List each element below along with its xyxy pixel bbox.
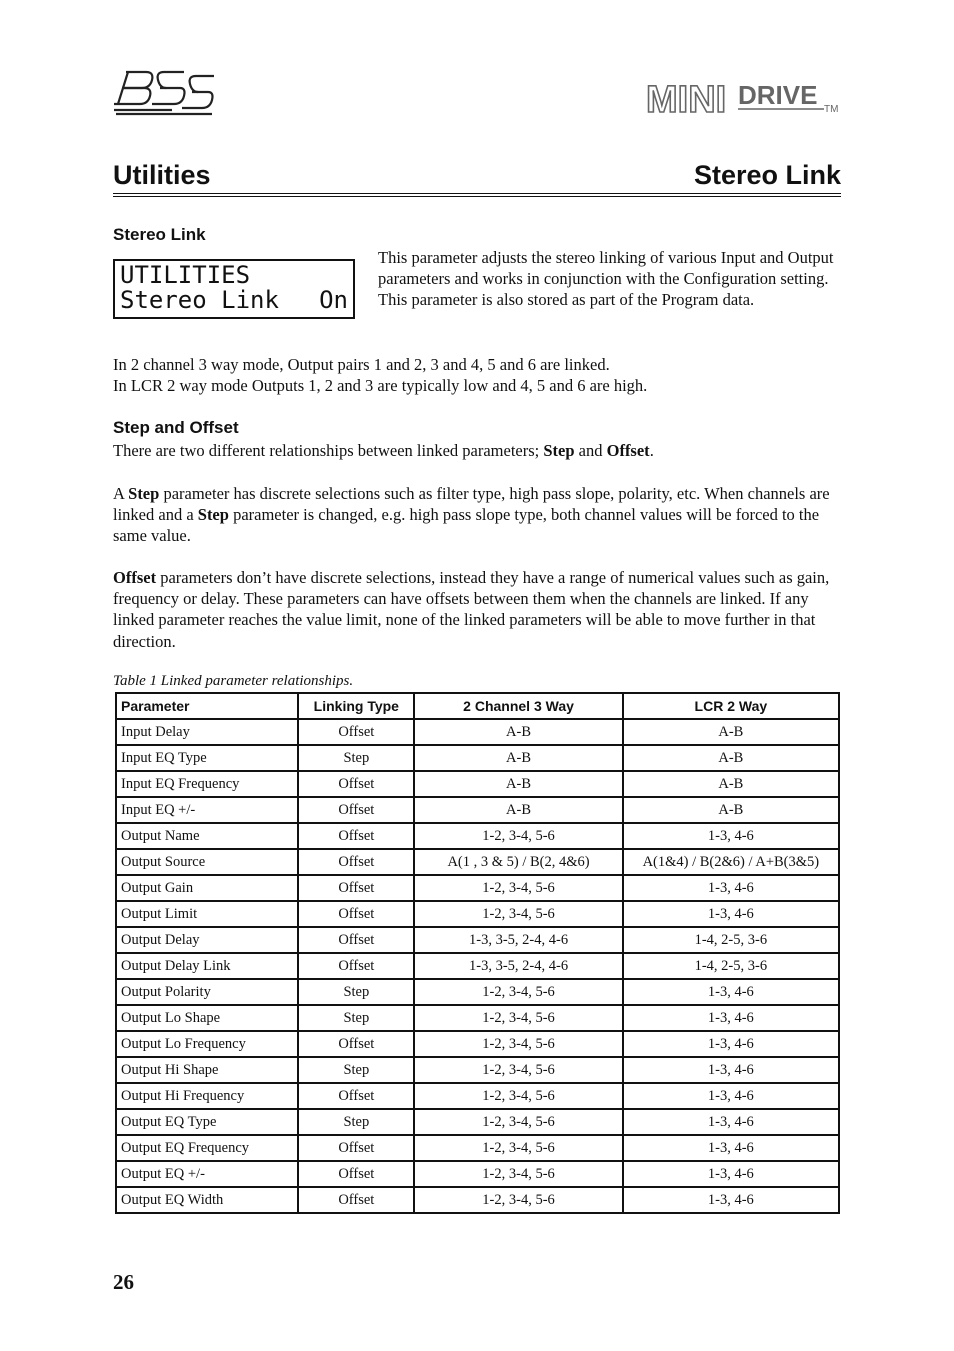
cell-parameter: Output Hi Frequency bbox=[116, 1083, 298, 1109]
step-para-a: A bbox=[113, 484, 129, 503]
cell-lcr-2way: 1-3, 4-6 bbox=[623, 1187, 839, 1213]
cell-2ch-3way: 1-2, 3-4, 5-6 bbox=[414, 979, 622, 1005]
cell-2ch-3way: 1-2, 3-4, 5-6 bbox=[414, 1135, 622, 1161]
cell-2ch-3way: A-B bbox=[414, 771, 622, 797]
stereo-link-description: This parameter adjusts the stereo linking of various Input and Output parameters and works in conjunction with the Configuration setting. This parameter is also stored as part of the Program data. bbox=[378, 248, 834, 310]
cell-linking-type: Offset bbox=[298, 927, 414, 953]
table-row bbox=[116, 745, 839, 771]
mode-line-2ch: In 2 channel 3 way mode, Output pairs 1 and 2, 3 and 4, 5 and 6 are linked. bbox=[113, 355, 610, 374]
cell-parameter: Output Name bbox=[116, 823, 298, 849]
cell-parameter: Output EQ +/- bbox=[116, 1161, 298, 1187]
table-row bbox=[116, 875, 839, 901]
table-row bbox=[116, 1083, 839, 1109]
step-para-word-2: Step bbox=[197, 505, 229, 525]
lcd-parameter-label: Stereo Link bbox=[120, 286, 279, 314]
cell-parameter: Output Limit bbox=[116, 901, 298, 927]
table-row bbox=[116, 979, 839, 1005]
cell-parameter: Output Gain bbox=[116, 875, 298, 901]
section-title: Utilities bbox=[113, 160, 211, 190]
cell-linking-type: Step bbox=[298, 1109, 414, 1135]
table-row bbox=[116, 849, 839, 875]
intro-period: . bbox=[649, 441, 654, 460]
table-caption: Table 1 Linked parameter relationships. bbox=[113, 673, 354, 689]
cell-2ch-3way: 1-3, 3-5, 2-4, 4-6 bbox=[414, 927, 622, 953]
cell-2ch-3way: 1-2, 3-4, 5-6 bbox=[414, 1005, 622, 1031]
cell-linking-type: Step bbox=[298, 1005, 414, 1031]
header-linking-type: Linking Type bbox=[298, 693, 414, 719]
table-row bbox=[116, 1187, 839, 1213]
cell-parameter: Input EQ Frequency bbox=[116, 771, 298, 797]
cell-2ch-3way: 1-2, 3-4, 5-6 bbox=[414, 1161, 622, 1187]
cell-lcr-2way: A-B bbox=[623, 745, 839, 771]
cell-2ch-3way: 1-2, 3-4, 5-6 bbox=[414, 901, 622, 927]
cell-lcr-2way: 1-3, 4-6 bbox=[623, 1083, 839, 1109]
cell-linking-type: Offset bbox=[298, 953, 414, 979]
table-row bbox=[116, 1109, 839, 1135]
header-parameter: Parameter bbox=[116, 693, 298, 719]
offset-para-text: parameters don’t have discrete selections, instead they have a range of numerical values such as gain, frequency or delay. These parameters can have offsets between them when the channels are linked. If any linked parameter reaches the value limit, none of the linked parameters will be able to move further in that direction. bbox=[113, 568, 830, 651]
cell-linking-type: Step bbox=[298, 745, 414, 771]
bss-logo bbox=[112, 68, 216, 116]
mode-line-lcr: In LCR 2 way mode Outputs 1, 2 and 3 are typically low and 4, 5 and 6 are high. bbox=[113, 376, 648, 396]
cell-linking-type: Offset bbox=[298, 1031, 414, 1057]
table-row bbox=[116, 927, 839, 953]
intro-and: and bbox=[574, 441, 607, 460]
stereo-link-heading: Stereo Link bbox=[113, 225, 206, 244]
table-row bbox=[116, 953, 839, 979]
header-2ch-3way: 2 Channel 3 Way bbox=[414, 693, 622, 719]
cell-parameter: Output Polarity bbox=[116, 979, 298, 1005]
cell-linking-type: Offset bbox=[298, 1161, 414, 1187]
intro-offset-word: Offset bbox=[606, 441, 650, 460]
cell-parameter: Output Lo Frequency bbox=[116, 1031, 298, 1057]
cell-lcr-2way: A-B bbox=[623, 719, 839, 745]
cell-lcr-2way: 1-3, 4-6 bbox=[623, 1109, 839, 1135]
step-paragraph bbox=[113, 483, 843, 547]
logo-tm-text: TM bbox=[824, 104, 839, 115]
table-row bbox=[116, 1161, 839, 1187]
header-lcr-2way: LCR 2 Way bbox=[623, 693, 839, 719]
cell-lcr-2way: 1-3, 4-6 bbox=[623, 1135, 839, 1161]
cell-2ch-3way: 1-2, 3-4, 5-6 bbox=[414, 1031, 622, 1057]
cell-linking-type: Offset bbox=[298, 1083, 414, 1109]
cell-lcr-2way: 1-3, 4-6 bbox=[623, 1057, 839, 1083]
lcd-line-1 bbox=[120, 263, 348, 288]
lcd-line-2 bbox=[120, 288, 348, 313]
cell-parameter: Output Source bbox=[116, 849, 298, 875]
cell-2ch-3way: A(1 , 3 & 5) / B(2, 4&6) bbox=[414, 849, 622, 875]
cell-lcr-2way: A-B bbox=[623, 771, 839, 797]
table-row bbox=[116, 1135, 839, 1161]
cell-lcr-2way: 1-3, 4-6 bbox=[623, 1161, 839, 1187]
offset-para-word: Offset bbox=[113, 568, 157, 587]
table-row bbox=[116, 719, 839, 745]
table-row bbox=[116, 1031, 839, 1057]
logo-mini-text: MINI bbox=[646, 79, 727, 118]
table-body bbox=[116, 719, 839, 1213]
cell-2ch-3way: 1-3, 3-5, 2-4, 4-6 bbox=[414, 953, 622, 979]
intro-text: There are two different relationships between linked parameters; bbox=[113, 441, 544, 460]
table-row bbox=[116, 1057, 839, 1083]
cell-lcr-2way: 1-3, 4-6 bbox=[623, 1005, 839, 1031]
cell-linking-type: Offset bbox=[298, 823, 414, 849]
cell-parameter: Output EQ Type bbox=[116, 1109, 298, 1135]
table-row bbox=[116, 901, 839, 927]
cell-linking-type: Offset bbox=[298, 901, 414, 927]
cell-lcr-2way: 1-3, 4-6 bbox=[623, 875, 839, 901]
cell-2ch-3way: A-B bbox=[414, 745, 622, 771]
cell-linking-type: Offset bbox=[298, 849, 414, 875]
cell-lcr-2way: 1-4, 2-5, 3-6 bbox=[623, 953, 839, 979]
cell-lcr-2way: A-B bbox=[623, 797, 839, 823]
cell-parameter: Output Delay bbox=[116, 927, 298, 953]
cell-linking-type: Step bbox=[298, 979, 414, 1005]
cell-2ch-3way: 1-2, 3-4, 5-6 bbox=[414, 1083, 622, 1109]
step-para-b: parameter has discrete selections such as filter type, high pass slope, polarity, etc. When channels are linked and a bbox=[113, 484, 830, 525]
step-offset-heading: Step and Offset bbox=[113, 418, 239, 437]
cell-parameter: Output Lo Shape bbox=[116, 1005, 298, 1031]
lcd-parameter-value: On bbox=[319, 286, 348, 314]
cell-parameter: Output EQ Frequency bbox=[116, 1135, 298, 1161]
cell-linking-type: Offset bbox=[298, 719, 414, 745]
cell-2ch-3way: 1-2, 3-4, 5-6 bbox=[414, 1057, 622, 1083]
step-offset-intro bbox=[113, 440, 843, 461]
cell-lcr-2way: 1-3, 4-6 bbox=[623, 901, 839, 927]
cell-2ch-3way: 1-2, 3-4, 5-6 bbox=[414, 823, 622, 849]
offset-paragraph bbox=[113, 567, 843, 652]
table-row bbox=[116, 771, 839, 797]
linked-parameters-table bbox=[115, 692, 840, 1214]
page-title: Stereo Link bbox=[693, 160, 841, 190]
minidrive-logo bbox=[644, 78, 844, 118]
table-row bbox=[116, 1005, 839, 1031]
cell-2ch-3way: 1-2, 3-4, 5-6 bbox=[414, 875, 622, 901]
step-para-word-1: Step bbox=[128, 484, 160, 503]
cell-lcr-2way: 1-3, 4-6 bbox=[623, 1031, 839, 1057]
cell-2ch-3way: 1-2, 3-4, 5-6 bbox=[414, 1187, 622, 1213]
cell-linking-type: Offset bbox=[298, 875, 414, 901]
cell-parameter: Input Delay bbox=[116, 719, 298, 745]
cell-parameter: Input EQ Type bbox=[116, 745, 298, 771]
cell-lcr-2way: A(1&4) / B(2&6) / A+B(3&5) bbox=[623, 849, 839, 875]
table-row bbox=[116, 797, 839, 823]
cell-2ch-3way: A-B bbox=[414, 797, 622, 823]
cell-linking-type: Offset bbox=[298, 1135, 414, 1161]
intro-step-word: Step bbox=[543, 441, 575, 460]
lcd-display bbox=[113, 259, 355, 319]
table-header-row bbox=[116, 693, 839, 719]
cell-parameter: Output Delay Link bbox=[116, 953, 298, 979]
cell-linking-type: Step bbox=[298, 1057, 414, 1083]
cell-2ch-3way: A-B bbox=[414, 719, 622, 745]
cell-2ch-3way: 1-2, 3-4, 5-6 bbox=[414, 1109, 622, 1135]
cell-linking-type: Offset bbox=[298, 1187, 414, 1213]
cell-lcr-2way: 1-3, 4-6 bbox=[623, 823, 839, 849]
logo-drive-text: DRIVE bbox=[738, 80, 818, 110]
cell-parameter: Output Hi Shape bbox=[116, 1057, 298, 1083]
mode-description bbox=[113, 354, 843, 396]
header-divider bbox=[113, 193, 841, 197]
cell-parameter: Output EQ Width bbox=[116, 1187, 298, 1213]
cell-lcr-2way: 1-3, 4-6 bbox=[623, 979, 839, 1005]
cell-linking-type: Offset bbox=[298, 797, 414, 823]
cell-lcr-2way: 1-4, 2-5, 3-6 bbox=[623, 927, 839, 953]
page-number: 26 bbox=[113, 1270, 134, 1294]
cell-parameter: Input EQ +/- bbox=[116, 797, 298, 823]
cell-linking-type: Offset bbox=[298, 771, 414, 797]
step-para-c: parameter is changed, e.g. high pass slope type, both channel values will be forced to the same value. bbox=[113, 505, 820, 546]
table-row bbox=[116, 823, 839, 849]
lcd-menu-text: UTILITIES bbox=[120, 261, 251, 289]
